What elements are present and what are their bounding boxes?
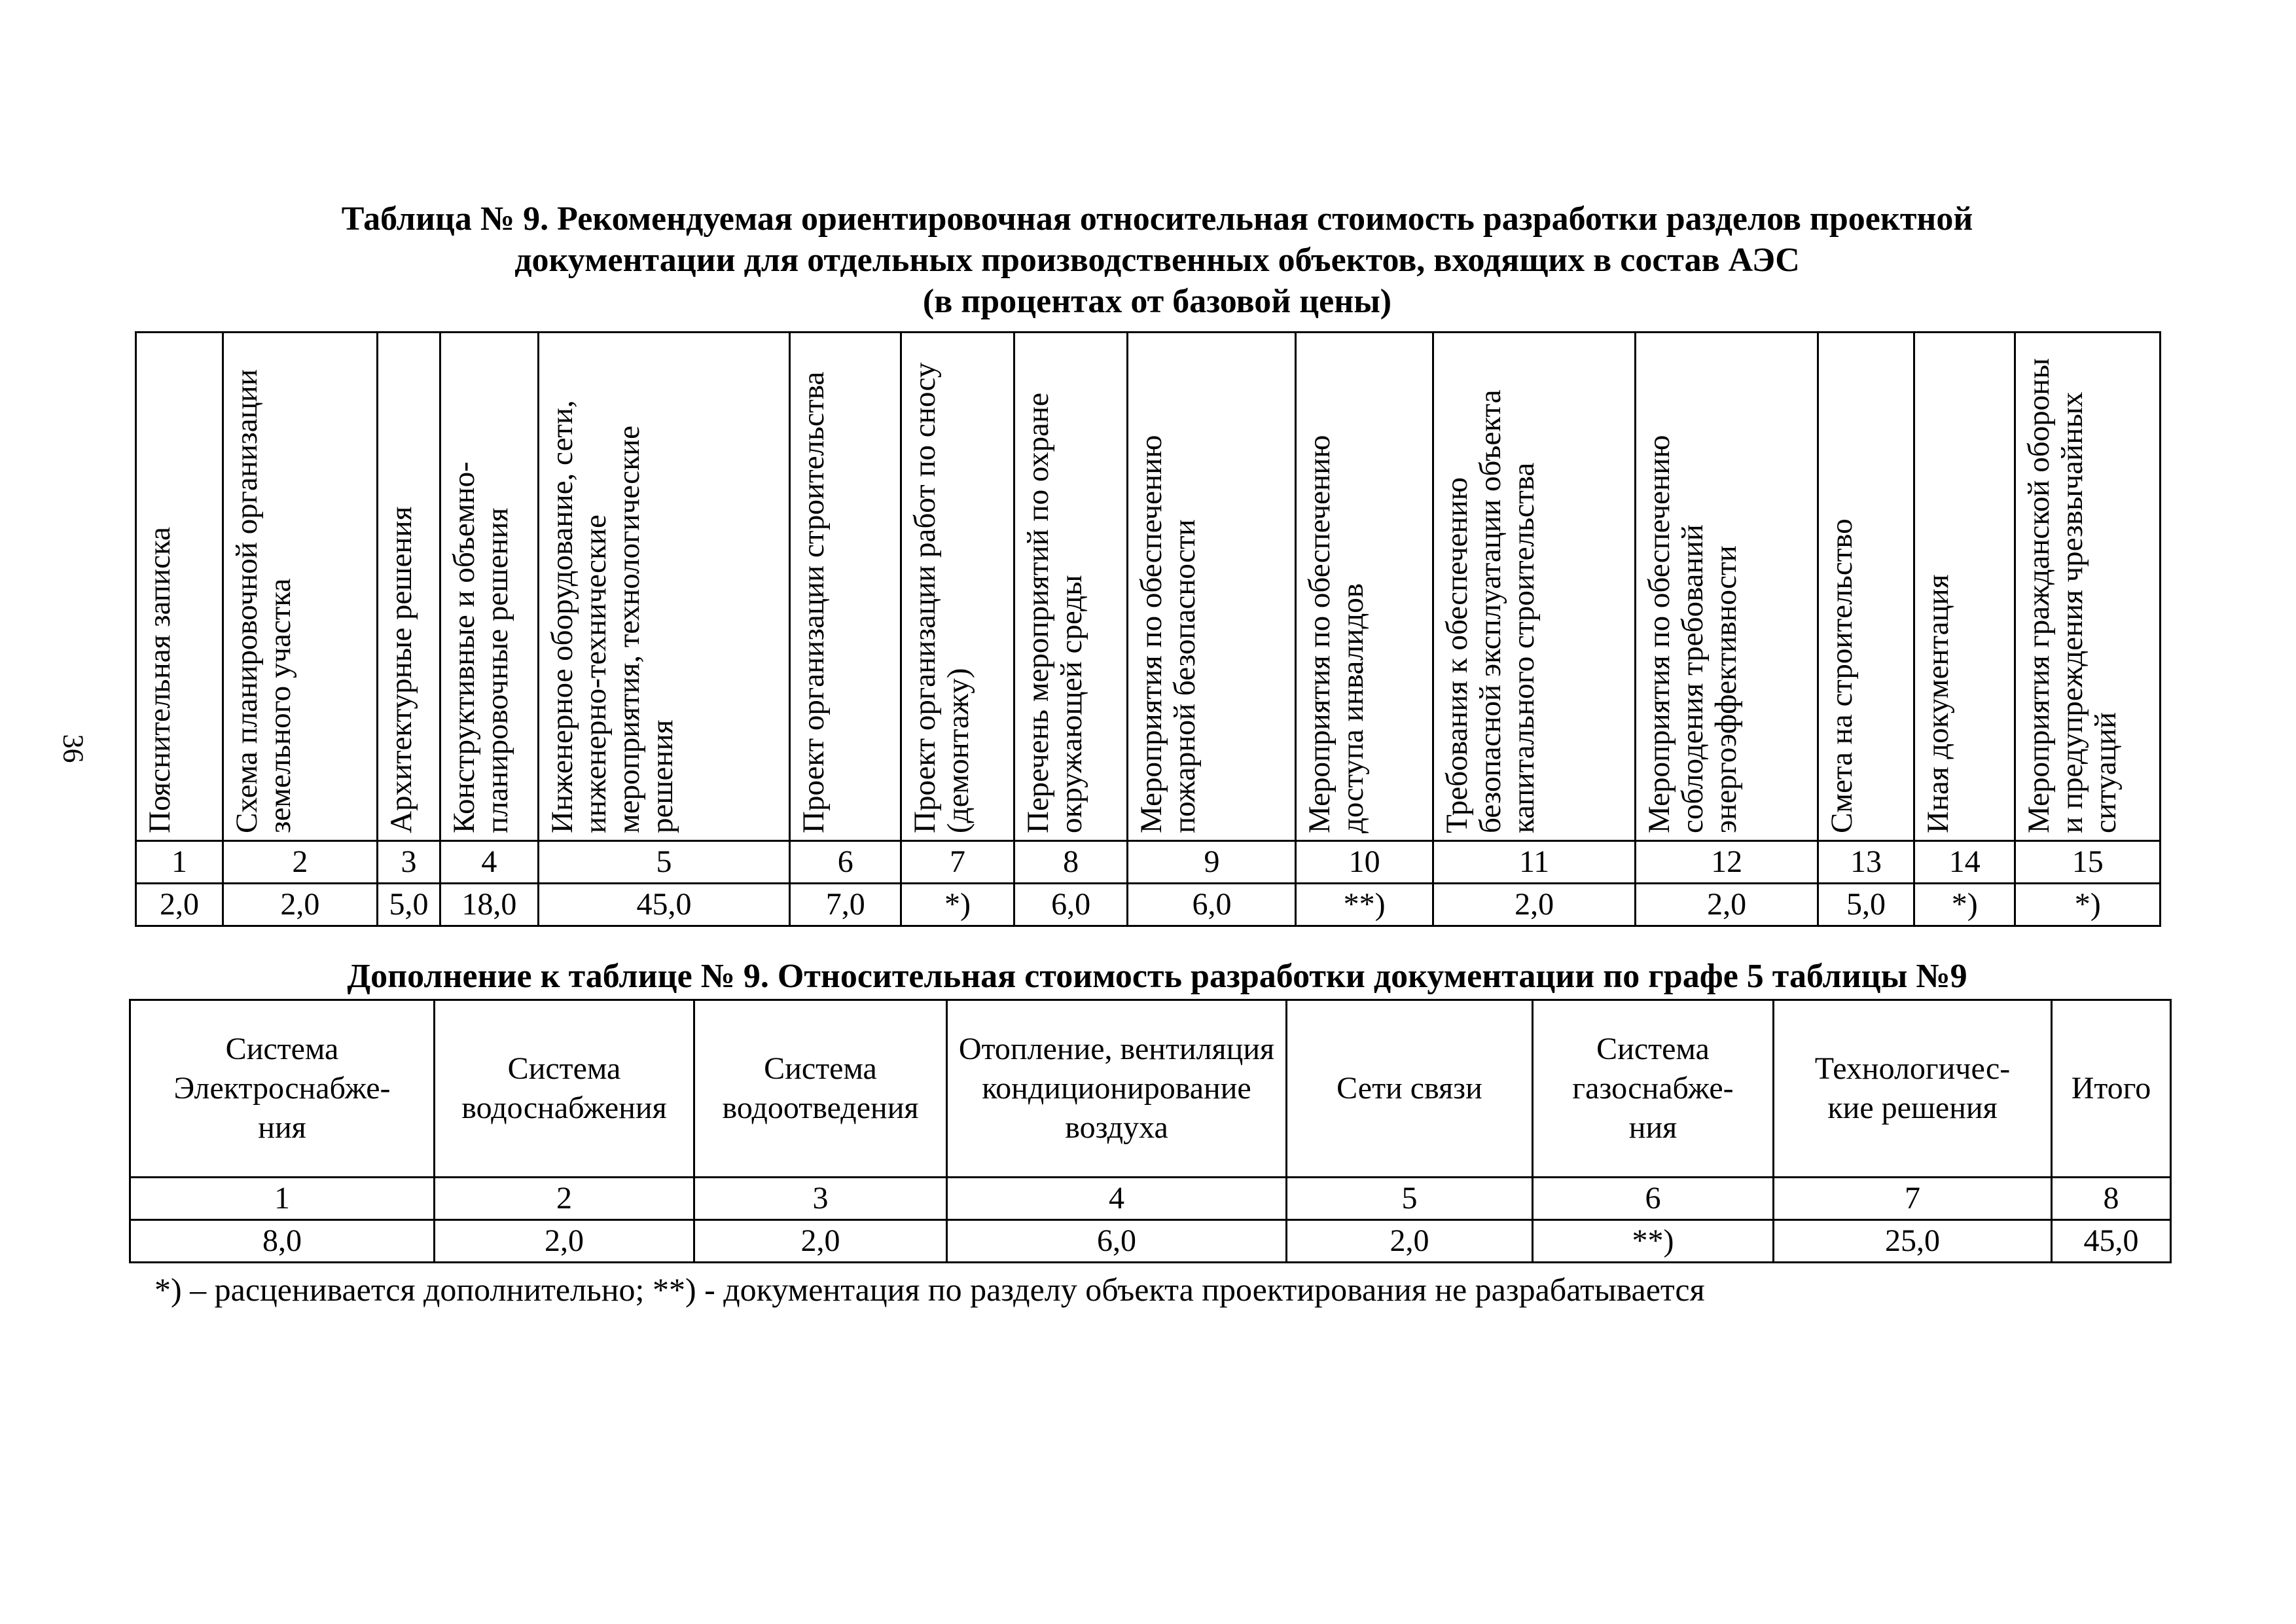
- title-line-1: Таблица № 9. Рекомендуемая ориентировочная относительная стоимость разработки разделов проектной: [341, 200, 1973, 238]
- t9-header-cell: [1128, 333, 1296, 841]
- t9-header-cell: [901, 333, 1014, 841]
- table-title: [135, 198, 2179, 322]
- table-9-value-row: [136, 884, 2161, 926]
- t9-col-number: 3: [377, 841, 440, 884]
- t9-value: 2,0: [1636, 884, 1818, 926]
- t9-col-number: 6: [790, 841, 901, 884]
- supp-header-cell: Система водоснабжения: [435, 1000, 694, 1178]
- t9-header-text: Проект организации работ по сносу (демонтажу): [908, 362, 976, 833]
- t9-header-cell: [2015, 333, 2161, 841]
- supp-value: 45,0: [2052, 1220, 2171, 1263]
- supp-value: **): [1533, 1220, 1774, 1263]
- supp-value: 2,0: [694, 1220, 947, 1263]
- supp-header-cell: Отопление, вентиляция кондиционирование воздуха: [947, 1000, 1287, 1178]
- t9-value: 7,0: [790, 884, 901, 926]
- supp-col-number: 5: [1287, 1178, 1533, 1220]
- supp-col-number: 6: [1533, 1178, 1774, 1220]
- supp-value: 25,0: [1774, 1220, 2052, 1263]
- t9-header-text: Конструктивные и объемно-планировочные решения: [447, 461, 515, 833]
- supp-header-cell: Система Электроснабже-ния: [130, 1000, 435, 1178]
- t9-header-cell: [1818, 333, 1914, 841]
- table-9-number-row: [136, 841, 2161, 884]
- supp-header-cell: Технологичес-кие решения: [1774, 1000, 2052, 1178]
- t9-header-text: Пояснительная записка: [143, 527, 177, 833]
- t9-value: **): [1296, 884, 1433, 926]
- t9-header-cell: [223, 333, 378, 841]
- title-line-2: документации для отдельных производственных объектов, входящих в состав АЭС: [514, 242, 1800, 279]
- supp-value: 2,0: [435, 1220, 694, 1263]
- t9-value: 5,0: [1818, 884, 1914, 926]
- supp-header-cell: Система газоснабже-ния: [1533, 1000, 1774, 1178]
- t9-value: 18,0: [440, 884, 538, 926]
- t9-value: 2,0: [1433, 884, 1636, 926]
- t9-col-number: 13: [1818, 841, 1914, 884]
- t9-value: *): [901, 884, 1014, 926]
- t9-header-text: Перечень мероприятий по охране окружающей среды: [1020, 392, 1088, 833]
- t9-col-number: 10: [1296, 841, 1433, 884]
- t9-header-cell: [440, 333, 538, 841]
- t9-header-cell: [538, 333, 790, 841]
- t9-header-text: Мероприятия по обеспечению пожарной безопасности: [1134, 435, 1202, 833]
- t9-value: 2,0: [223, 884, 378, 926]
- supplement-number-row: [130, 1178, 2171, 1220]
- t9-col-number: 9: [1128, 841, 1296, 884]
- supp-col-number: 7: [1774, 1178, 2052, 1220]
- t9-value: 5,0: [377, 884, 440, 926]
- supplement-value-row: [130, 1220, 2171, 1263]
- page-number: 36: [57, 734, 90, 763]
- t9-header-cell: [1433, 333, 1636, 841]
- t9-header-text: Иная документация: [1921, 574, 1956, 833]
- t9-header-cell: [1636, 333, 1818, 841]
- supp-col-number: 3: [694, 1178, 947, 1220]
- t9-col-number: 15: [2015, 841, 2161, 884]
- t9-value: 2,0: [136, 884, 223, 926]
- supp-col-number: 4: [947, 1178, 1287, 1220]
- supp-col-number: 1: [130, 1178, 435, 1220]
- table-9-header-row: [136, 333, 2161, 841]
- t9-header-text: Смета на строительство: [1824, 518, 1859, 833]
- t9-header-cell: [1914, 333, 2015, 841]
- t9-header-cell: [1014, 333, 1128, 841]
- t9-col-number: 2: [223, 841, 378, 884]
- t9-col-number: 7: [901, 841, 1014, 884]
- t9-col-number: 5: [538, 841, 790, 884]
- supp-col-number: 2: [435, 1178, 694, 1220]
- t9-value: *): [2015, 884, 2161, 926]
- table-9: [135, 331, 2161, 927]
- t9-header-text: Архитектурные решения: [384, 506, 418, 833]
- supp-header-cell: Итого: [2052, 1000, 2171, 1178]
- t9-col-number: 4: [440, 841, 538, 884]
- supp-value: 2,0: [1287, 1220, 1533, 1263]
- supp-col-number: 8: [2052, 1178, 2171, 1220]
- t9-header-text: Мероприятия гражданской обороны и предупреждения чрезвычайных ситуаций: [2022, 358, 2123, 833]
- supp-header-cell: Сети связи: [1287, 1000, 1533, 1178]
- t9-header-text: Проект организации строительства: [797, 371, 831, 833]
- t9-col-number: 8: [1014, 841, 1128, 884]
- t9-header-cell: [790, 333, 901, 841]
- t9-col-number: 12: [1636, 841, 1818, 884]
- t9-header-cell: [377, 333, 440, 841]
- t9-header-cell: [136, 333, 223, 841]
- supp-value: 8,0: [130, 1220, 435, 1263]
- t9-col-number: 1: [136, 841, 223, 884]
- t9-col-number: 11: [1433, 841, 1636, 884]
- title-line-3: (в процентах от базовой цены): [922, 283, 1392, 320]
- t9-col-number: 14: [1914, 841, 2015, 884]
- footnote: *) – расценивается дополнительно; **) - документация по разделу объекта проектирования не разрабатывается: [154, 1271, 1705, 1308]
- t9-value: *): [1914, 884, 2015, 926]
- t9-header-cell: [1296, 333, 1433, 841]
- t9-header-text: Требования к обеспечению безопасной эксплуатации объекта капитального строительства: [1439, 389, 1541, 833]
- t9-header-text: Схема планировочной организации земельного участка: [230, 369, 298, 833]
- t9-value: 45,0: [538, 884, 790, 926]
- supplement-table: [129, 999, 2172, 1263]
- supplement-title: Дополнение к таблице № 9. Относительная стоимость разработки документации по графе 5 таблицы №9: [347, 958, 1967, 995]
- t9-header-text: Мероприятия по обеспечению соблодения требований энергоэффективности: [1642, 435, 1744, 833]
- t9-header-text: Инженерное оборудование, сети, инженерно-технические мероприятия, технологические решения: [545, 400, 679, 833]
- supp-header-cell: Система водоотведения: [694, 1000, 947, 1178]
- t9-value: 6,0: [1128, 884, 1296, 926]
- t9-value: 6,0: [1014, 884, 1128, 926]
- t9-header-text: Мероприятия по обеспечению доступа инвалидов: [1302, 435, 1371, 833]
- supp-value: 6,0: [947, 1220, 1287, 1263]
- supplement-header-row: [130, 1000, 2171, 1178]
